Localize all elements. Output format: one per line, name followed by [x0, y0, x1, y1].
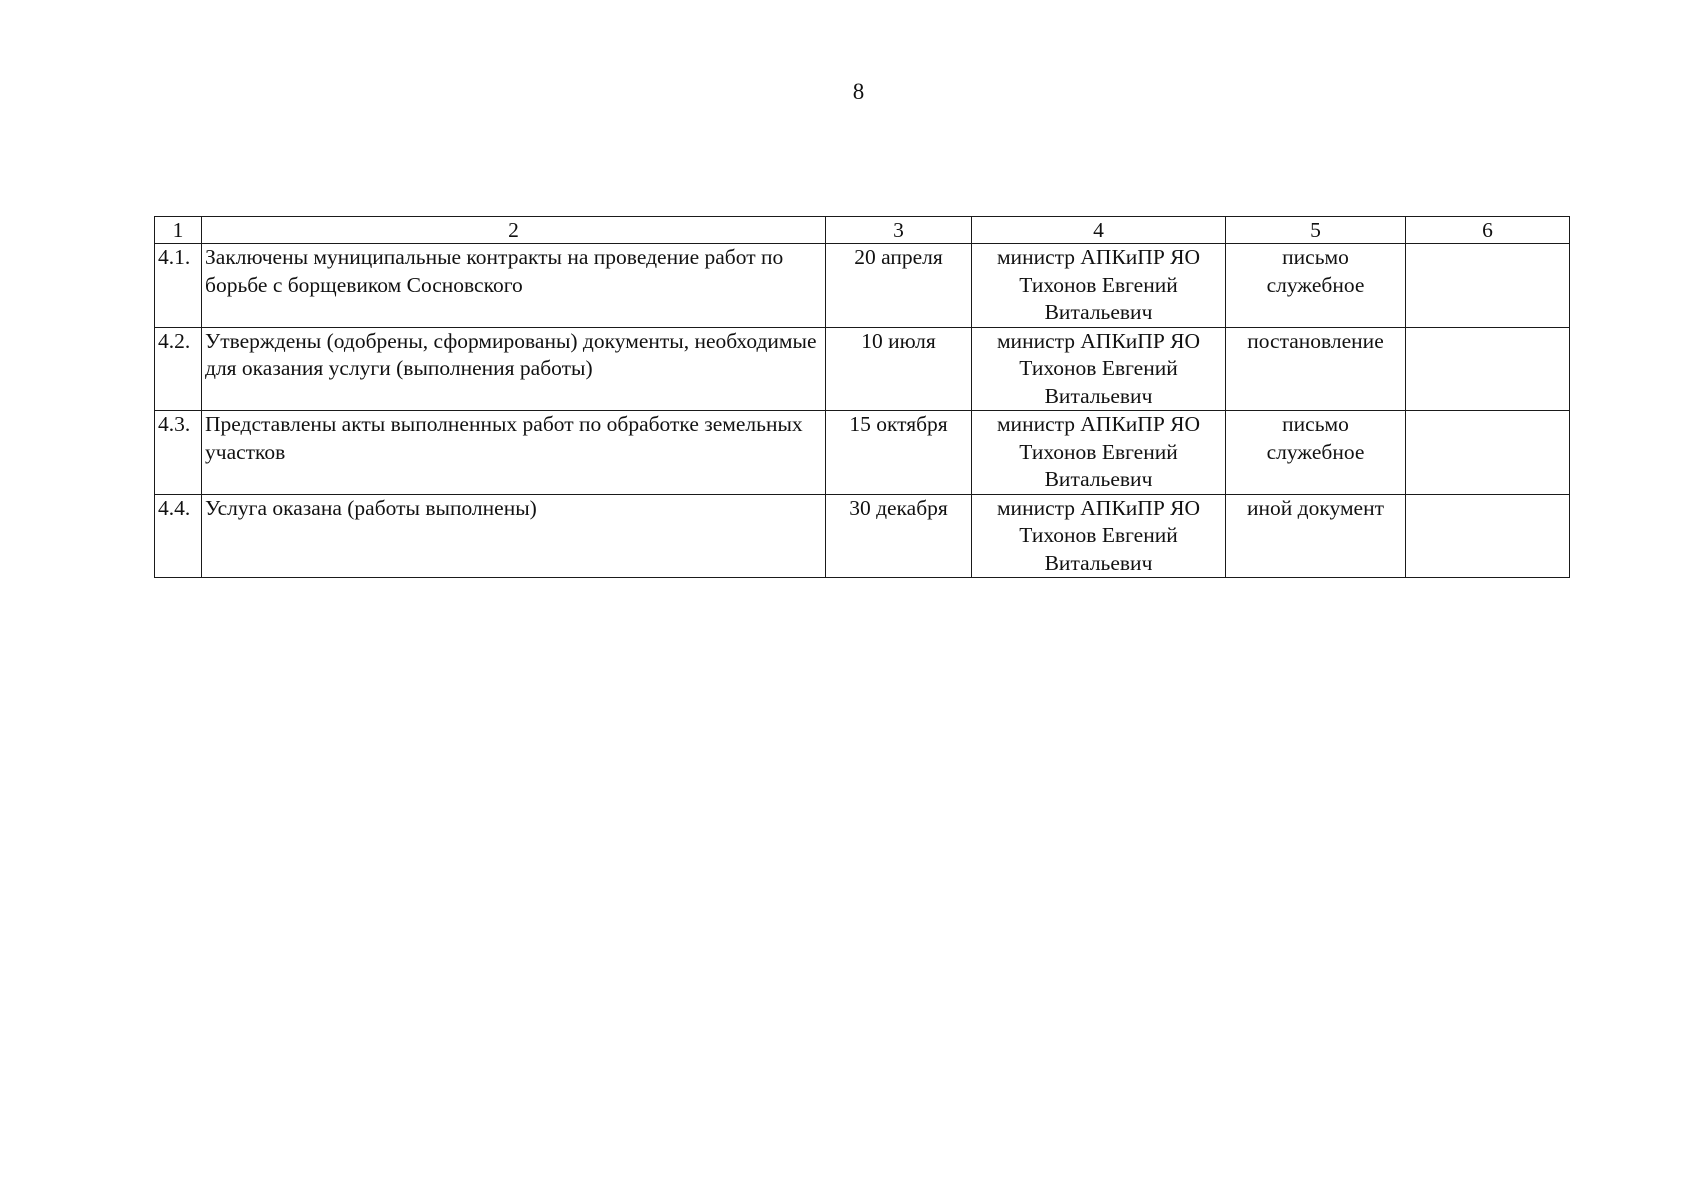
item-number: 4.4. — [155, 494, 202, 578]
item-date: 20 апреля — [826, 244, 972, 328]
responsible-line: министр АПКиПР ЯО — [996, 412, 1201, 436]
column-header: 2 — [202, 217, 826, 244]
item-responsible — [972, 411, 1226, 495]
plan-table — [154, 216, 1570, 578]
column-header: 6 — [1406, 217, 1570, 244]
document-type-line: постановление — [1247, 328, 1384, 353]
item-date: 15 октября — [826, 411, 972, 495]
item-responsible — [972, 244, 1226, 328]
table-row — [155, 327, 1570, 411]
responsible-line: министр АПКиПР ЯО — [996, 328, 1201, 353]
item-document-type — [1226, 494, 1406, 578]
document-type-line: служебное — [1266, 272, 1365, 297]
item-number: 4.2. — [155, 327, 202, 411]
item-note — [1406, 327, 1570, 411]
item-note — [1406, 494, 1570, 578]
item-date: 30 декабря — [826, 494, 972, 578]
responsible-line: министр АПКиПР ЯО — [996, 245, 1201, 269]
responsible-line: Тихонов Евгений — [1019, 523, 1178, 547]
document-type-line: письмо — [1282, 245, 1349, 269]
item-document-type — [1226, 411, 1406, 495]
item-document-type — [1226, 244, 1406, 328]
responsible-line: Тихонов Евгений — [1019, 356, 1178, 380]
responsible-line: Тихонов Евгений — [1019, 272, 1178, 297]
column-header: 3 — [826, 217, 972, 244]
column-header: 4 — [972, 217, 1226, 244]
table-row — [155, 244, 1570, 328]
item-description: Заключены муниципальные контракты на проведение работ по борьбе с борщевиком Сосновского — [202, 244, 826, 328]
responsible-line: министр АПКиПР ЯО — [996, 495, 1201, 520]
item-note — [1406, 244, 1570, 328]
item-document-type — [1226, 327, 1406, 411]
item-number: 4.1. — [155, 244, 202, 328]
item-date: 10 июля — [826, 327, 972, 411]
document-type-line: иной документ — [1247, 495, 1384, 520]
item-number: 4.3. — [155, 411, 202, 495]
responsible-line: Витальевич — [1044, 383, 1153, 408]
column-header: 5 — [1226, 217, 1406, 244]
item-description: Утверждены (одобрены, сформированы) документы, необходимые для оказания услуги (выполнения работы) — [202, 327, 826, 411]
responsible-line: Витальевич — [1044, 467, 1153, 491]
item-description: Услуга оказана (работы выполнены) — [202, 494, 826, 578]
page-number: 8 — [852, 79, 865, 104]
column-header: 1 — [155, 217, 202, 244]
table-row — [155, 494, 1570, 578]
item-responsible — [972, 494, 1226, 578]
document-type-line: служебное — [1266, 439, 1365, 464]
item-description: Представлены акты выполненных работ по обработке земельных участков — [202, 411, 826, 495]
responsible-line: Витальевич — [1044, 300, 1153, 324]
document-type-line: письмо — [1282, 412, 1349, 436]
table-row — [155, 411, 1570, 495]
table-header-row — [155, 217, 1570, 244]
item-note — [1406, 411, 1570, 495]
responsible-line: Тихонов Евгений — [1019, 439, 1178, 464]
item-responsible — [972, 327, 1226, 411]
responsible-line: Витальевич — [1044, 550, 1153, 575]
